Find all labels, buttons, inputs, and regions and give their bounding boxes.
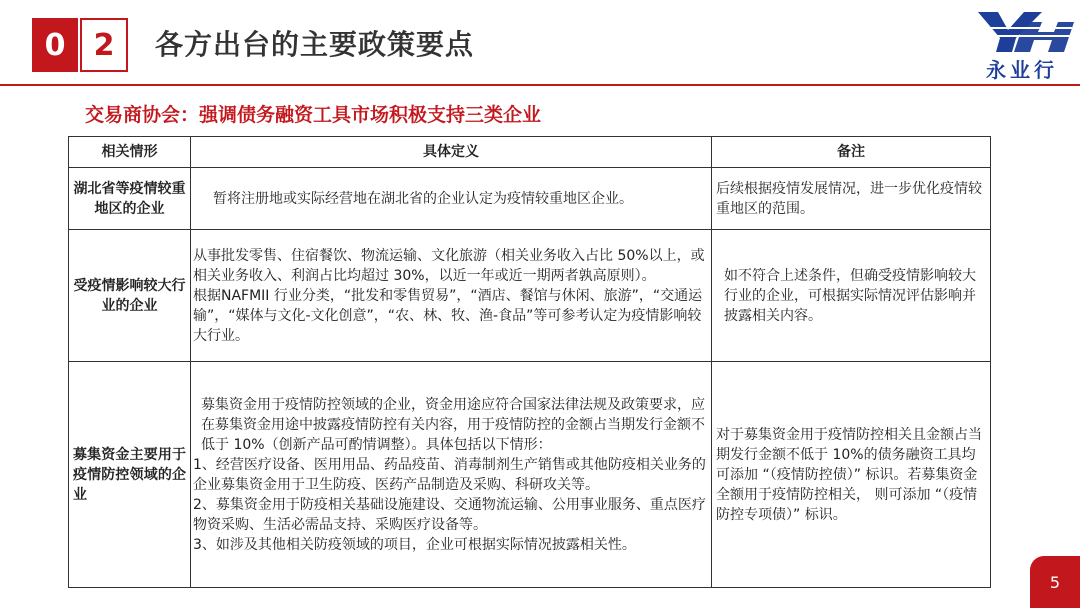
definition-text: 1、经营医疗设备、医用用品、药品疫苗、消毒制剂生产销售或其他防疫相关业务的企业募集资金用于卫生防疫、医药产品制造及采购、科研攻关等。 [193,456,706,493]
company-logo [968,8,1076,82]
header-cell-definition: 具体定义 [191,137,712,168]
note-cell: 后续根据疫情发展情况，进一步优化疫情较重地区的范围。 [712,168,991,230]
table-row [69,230,991,362]
definition-text: 3、如涉及其他相关防疫领域的项目，企业可根据实际情况披露相关性。 [193,536,636,553]
definition-text: 从事批发零售、住宿餐饮、物流运输、文化旅游（相关业务收入占比 50%以上，或相关业务收入、利润占比均超过 30%，以近一年或近一期两者孰高原则）。 [193,247,705,284]
page-title: 各方出台的主要政策要点 [155,28,475,61]
note-cell: 对于募集资金用于疫情防控相关且金额占当期发行金额不低于 10%的债务融资工具均可添加 “（疫情防控债）” 标识。若募集资金全额用于疫情防控相关， 则可添加 “（疫情防控专项债）” 标识。 [712,362,991,588]
logo-text: 永业行 [986,58,1058,82]
definition-text: 暂将注册地或实际经营地在湖北省的企业认定为疫情较重地区企业。 [213,190,633,207]
table-header-row [69,137,991,168]
note-cell: 如不符合上述条件，但确受疫情影响较大行业的企业，可根据实际情况评估影响并披露相关内容。 [712,230,991,362]
table-row [69,168,991,230]
definition-text: 2、募集资金用于防疫相关基础设施建设、交通物流运输、公用事业服务、重点医疗物资采购、生活必需品支持、采购医疗设备等。 [193,496,706,533]
definition-cell [191,230,712,362]
case-cell: 受疫情影响较大行业的企业 [69,230,191,362]
definition-cell [191,168,712,230]
logo-mark-icon [968,8,1076,54]
header-cell-note: 备注 [712,137,991,168]
header-divider [0,84,1080,86]
policy-table [68,136,991,588]
table-row [69,362,991,588]
section-number-badge-left: 0 [32,18,78,72]
definition-text: 根据NAFMII 行业分类，“批发和零售贸易”，“酒店、餐馆与休闲、旅游”，“交通运输”，“媒体与文化-文化创意”，“农、林、牧、渔-食品”等可参考认定为疫情影响较大行业。 [193,287,703,344]
page-number: 5 [1030,556,1080,608]
section-number-badge-right: 2 [80,18,128,72]
definition-text: 募集资金用于疫情防控领域的企业，资金用途应符合国家法律法规及政策要求，应在募集资金用途中披露疫情防控有关内容，用于疫情防控的金额占当期发行金额不低于 10%（创新产品可酌情调整）。具体包括以下情形： [201,396,705,453]
header-cell-case: 相关情形 [69,137,191,168]
definition-cell [191,362,712,588]
case-cell: 湖北省等疫情较重地区的企业 [69,168,191,230]
case-cell: 募集资金主要用于疫情防控领域的企业 [69,362,191,588]
section-subtitle: 交易商协会：强调债务融资工具市场积极支持三类企业 [85,104,542,126]
